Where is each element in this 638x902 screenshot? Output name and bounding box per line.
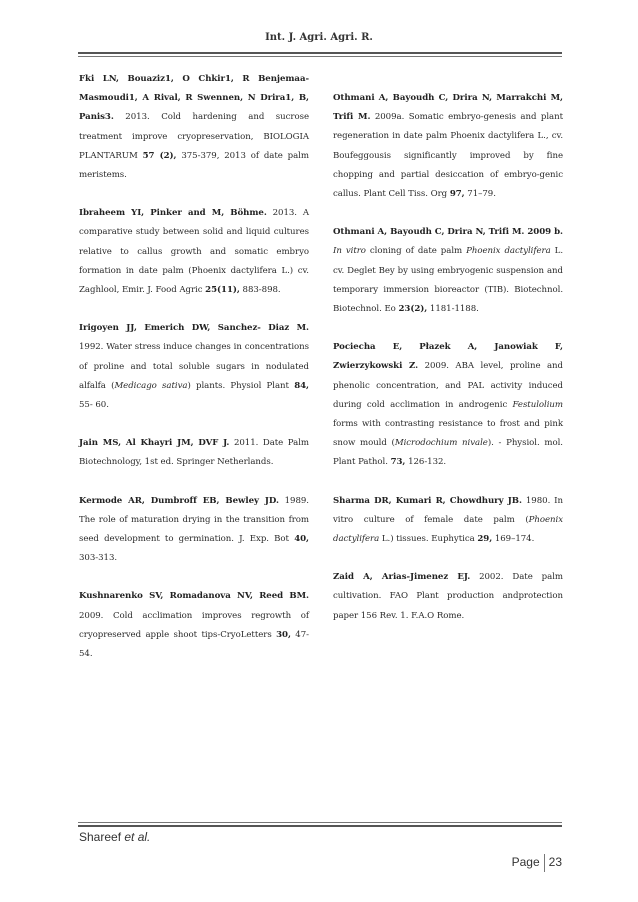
reference-pages: 375-379, 2013 of date palm meristems. bbox=[79, 150, 309, 181]
reference-volume: 29, bbox=[477, 534, 493, 545]
reference-volume: 97, bbox=[449, 189, 465, 200]
reference-authors: Irigoyen JJ, Emerich DW, Sanchez- Diaz M. bbox=[79, 323, 309, 334]
reference-volume: 73, bbox=[390, 457, 406, 468]
reference-pages: 55- 60. bbox=[79, 400, 109, 411]
left-column bbox=[79, 70, 309, 683]
reference-entry bbox=[79, 70, 309, 185]
reference-species: Medicago sativa bbox=[114, 380, 188, 391]
reference-entry bbox=[333, 338, 563, 472]
reference-species: Phoenix dactylifera bbox=[466, 246, 551, 257]
reference-entry bbox=[79, 492, 309, 569]
reference-pages: 126-132. bbox=[405, 457, 447, 468]
reference-pages: 71–79. bbox=[464, 189, 496, 200]
reference-entry bbox=[79, 434, 309, 472]
reference-volume: 84, bbox=[294, 380, 309, 391]
reference-text: L.) tissues. Euphytica bbox=[379, 534, 478, 545]
reference-text: 2009. ABA level, proline and phenolic concentration, and PAL activity induced during cold acclimation in androgenic bbox=[333, 361, 563, 410]
reference-entry bbox=[333, 568, 563, 626]
reference-authors: Jain MS, Al Khayri JM, DVF J. bbox=[79, 438, 230, 449]
page-number bbox=[512, 854, 562, 872]
reference-entry bbox=[333, 223, 563, 319]
reference-entry bbox=[333, 89, 563, 204]
reference-text: 2009. Cold acclimation improves regrowth of cryopreserved apple shoot tips-CryoLetters bbox=[79, 610, 309, 640]
reference-text: 2013. A comparative study between solid and liquid cultures relative to callus growth and somatic embryo formation in date palm (Phoenix dactylifera L.) cv. Zaghlool, Emir. J. Food Agric bbox=[79, 208, 309, 296]
reference-authors: Kermode AR, Dumbroff EB, Bewley JD. bbox=[79, 495, 279, 506]
reference-text: 1989. The role of maturation drying in the transition from seed development to germination. J. Exp. Bot bbox=[79, 495, 309, 545]
page-number-value: 23 bbox=[548, 855, 562, 870]
reference-entry bbox=[333, 492, 563, 550]
reference-text: 1980. In vitro culture of female date palm ( bbox=[333, 495, 564, 525]
right-column bbox=[333, 70, 563, 645]
reference-text: 2011. Date Palm Biotechnology, 1st ed. Springer Netherlands. bbox=[79, 438, 310, 468]
reference-volume: 40, bbox=[294, 534, 309, 545]
footer-author-name: Shareef bbox=[79, 830, 122, 844]
reference-species: Festulolium bbox=[512, 399, 563, 410]
reference-entry bbox=[79, 319, 309, 415]
reference-text: 2013. Cold hardening and sucrose treatment improve cryopreservation, BIOLOGIA PLANTARUM bbox=[79, 112, 309, 161]
reference-authors: Sharma DR, Kumari R, Chowdhury JB. bbox=[333, 495, 522, 506]
reference-text: forms with contrasting resistance to frost and pink snow mould ( bbox=[333, 419, 563, 449]
reference-authors: Pociecha E, Płazek A, Janowiak F, Zwierzykowski Z. bbox=[333, 342, 563, 372]
reference-pages: 303-313. bbox=[79, 553, 118, 564]
reference-authors: Ibraheem YI, Pinker and M, Böhme. bbox=[79, 208, 267, 219]
reference-volume: 23(2), bbox=[398, 304, 428, 315]
reference-pages: 1181-1188. bbox=[427, 304, 479, 315]
reference-species: Phoenix dactylifera bbox=[333, 514, 563, 545]
reference-authors: Zaid A, Arias-Jimenez EJ. bbox=[333, 572, 471, 583]
footer-rule-thin bbox=[78, 822, 562, 823]
page-label: Page bbox=[511, 855, 540, 870]
reference-authors: Kushnarenko SV, Romadanova NV, Reed BM. bbox=[79, 591, 309, 602]
reference-text: ) plants. Physiol Plant bbox=[187, 380, 295, 391]
reference-entry bbox=[79, 204, 309, 300]
page-number-divider bbox=[544, 854, 545, 872]
reference-authors: Othmani A, Bayoudh C, Drira N, Marrakchi M, Trifi M. bbox=[333, 93, 563, 123]
reference-volume: 25(11), bbox=[205, 285, 240, 296]
header-rule bbox=[78, 52, 562, 54]
reference-text: ). - Physiol. mol. Plant Pathol. bbox=[333, 438, 563, 468]
footer-rule bbox=[78, 825, 562, 827]
header-rule-thin bbox=[78, 56, 562, 57]
reference-pages: 47-54. bbox=[79, 629, 309, 660]
reference-pages: 169–174. bbox=[492, 534, 535, 545]
reference-text: 2009a. Somatic embryo-genesis and plant regeneration in date palm Phoenix dactylifera L., cv. Boufeggousis significantly improved by fine chopping and partial desiccation of embryo-genic callus. Plant Cell Tiss. Org bbox=[333, 112, 563, 200]
reference-text: cloning of date palm bbox=[365, 246, 467, 257]
reference-volume: 30, bbox=[276, 629, 291, 640]
journal-header: Int. J. Agri. Agri. R. bbox=[265, 32, 373, 43]
reference-volume: 57 (2), bbox=[142, 150, 177, 161]
footer-author bbox=[79, 830, 150, 844]
reference-species: Microdochium nivale bbox=[394, 438, 488, 449]
reference-pages: 883-898. bbox=[239, 285, 281, 296]
reference-authors: Othmani A, Bayoudh C, Drira N, Trifi M. 2009 b. bbox=[333, 227, 563, 238]
reference-authors: Fki LN, Bouaziz1, O Chkir1, R Benjemaa-Masmoudi1, A Rival, R Swennen, N Drira1, B, Panis3. bbox=[79, 74, 309, 123]
reference-term: In vitro bbox=[333, 246, 366, 257]
reference-text: 2002. Date palm cultivation. FAO Plant production andprotection paper 156 Rev. 1. F.A.O Rome. bbox=[333, 572, 563, 621]
reference-entry bbox=[79, 587, 309, 664]
reference-text: 1992. Water stress induce changes in concentrations of proline and total soluble sugars in nodulated alfalfa ( bbox=[79, 342, 309, 391]
footer-author-suffix: et al. bbox=[124, 830, 151, 844]
reference-text: L. cv. Deglet Bey by using embryogenic suspension and temporary immersion bioreactor (TIB). Biotechnol. Biotechnol. Eo bbox=[333, 246, 564, 315]
